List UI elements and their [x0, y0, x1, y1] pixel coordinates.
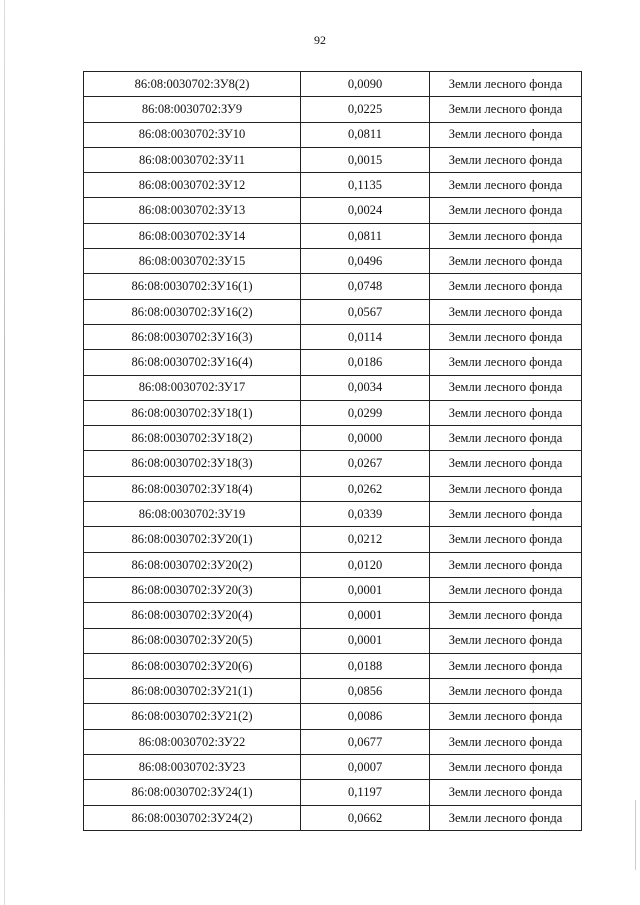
cadastral-number-cell: 86:08:0030702:ЗУ13	[84, 198, 301, 223]
land-category-cell: Земли лесного фонда	[430, 628, 582, 653]
land-category-cell: Земли лесного фонда	[430, 249, 582, 274]
table-row	[84, 780, 582, 805]
cadastral-number-cell: 86:08:0030702:ЗУ24(2)	[84, 805, 301, 830]
table-row	[84, 603, 582, 628]
page-number: 92	[314, 33, 326, 47]
table-row	[84, 72, 582, 97]
cadastral-number-cell: 86:08:0030702:ЗУ16(4)	[84, 350, 301, 375]
cadastral-number-cell: 86:08:0030702:ЗУ20(1)	[84, 527, 301, 552]
cadastral-number-cell: 86:08:0030702:ЗУ16(1)	[84, 274, 301, 299]
land-category-cell: Земли лесного фонда	[430, 704, 582, 729]
area-cell: 0,0000	[301, 426, 430, 451]
table-row	[84, 704, 582, 729]
cadastral-number-cell: 86:08:0030702:ЗУ17	[84, 375, 301, 400]
land-category-cell: Земли лесного фонда	[430, 350, 582, 375]
table-row	[84, 350, 582, 375]
table-row	[84, 451, 582, 476]
table-row	[84, 324, 582, 349]
area-cell: 0,0225	[301, 97, 430, 122]
scan-edge-left	[4, 0, 5, 905]
area-cell: 0,0267	[301, 451, 430, 476]
cadastral-number-cell: 86:08:0030702:ЗУ20(6)	[84, 653, 301, 678]
cadastral-number-cell: 86:08:0030702:ЗУ18(3)	[84, 451, 301, 476]
land-category-cell: Земли лесного фонда	[430, 147, 582, 172]
table-row	[84, 653, 582, 678]
area-cell: 0,0001	[301, 603, 430, 628]
land-category-cell: Земли лесного фонда	[430, 805, 582, 830]
area-cell: 0,0086	[301, 704, 430, 729]
land-category-cell: Земли лесного фонда	[430, 552, 582, 577]
cadastral-number-cell: 86:08:0030702:ЗУ20(4)	[84, 603, 301, 628]
area-cell: 0,0188	[301, 653, 430, 678]
area-cell: 0,0677	[301, 729, 430, 754]
cadastral-number-cell: 86:08:0030702:ЗУ22	[84, 729, 301, 754]
cadastral-number-cell: 86:08:0030702:ЗУ23	[84, 755, 301, 780]
area-cell: 0,0001	[301, 628, 430, 653]
land-category-cell: Земли лесного фонда	[430, 198, 582, 223]
table-row	[84, 426, 582, 451]
land-category-cell: Земли лесного фонда	[430, 653, 582, 678]
table-row	[84, 299, 582, 324]
area-cell: 0,0024	[301, 198, 430, 223]
area-cell: 0,0299	[301, 400, 430, 425]
area-cell: 0,1197	[301, 780, 430, 805]
land-category-cell: Земли лесного фонда	[430, 577, 582, 602]
cadastral-number-cell: 86:08:0030702:ЗУ19	[84, 502, 301, 527]
table-row	[84, 502, 582, 527]
cadastral-number-cell: 86:08:0030702:ЗУ16(2)	[84, 299, 301, 324]
land-category-cell: Земли лесного фонда	[430, 679, 582, 704]
area-cell: 0,0567	[301, 299, 430, 324]
table-row	[84, 122, 582, 147]
cadastral-number-cell: 86:08:0030702:ЗУ18(1)	[84, 400, 301, 425]
cadastral-number-cell: 86:08:0030702:ЗУ8(2)	[84, 72, 301, 97]
land-category-cell: Земли лесного фонда	[430, 451, 582, 476]
cadastral-number-cell: 86:08:0030702:ЗУ18(2)	[84, 426, 301, 451]
land-category-cell: Земли лесного фонда	[430, 400, 582, 425]
land-category-cell: Земли лесного фонда	[430, 173, 582, 198]
scan-edge-right	[635, 800, 636, 870]
table-row	[84, 476, 582, 501]
cadastral-number-cell: 86:08:0030702:ЗУ24(1)	[84, 780, 301, 805]
table-row	[84, 223, 582, 248]
land-category-cell: Земли лесного фонда	[430, 476, 582, 501]
land-category-cell: Земли лесного фонда	[430, 426, 582, 451]
area-cell: 0,0811	[301, 122, 430, 147]
table-row	[84, 198, 582, 223]
table-row	[84, 97, 582, 122]
cadastral-number-cell: 86:08:0030702:ЗУ16(3)	[84, 324, 301, 349]
land-category-cell: Земли лесного фонда	[430, 274, 582, 299]
area-cell: 0,0212	[301, 527, 430, 552]
cadastral-number-cell: 86:08:0030702:ЗУ10	[84, 122, 301, 147]
area-cell: 0,0007	[301, 755, 430, 780]
table-row	[84, 755, 582, 780]
table-row	[84, 628, 582, 653]
table-row	[84, 375, 582, 400]
cadastral-number-cell: 86:08:0030702:ЗУ21(2)	[84, 704, 301, 729]
land-category-cell: Земли лесного фонда	[430, 223, 582, 248]
cadastral-number-cell: 86:08:0030702:ЗУ20(2)	[84, 552, 301, 577]
cadastral-number-cell: 86:08:0030702:ЗУ14	[84, 223, 301, 248]
area-cell: 0,0034	[301, 375, 430, 400]
land-category-cell: Земли лесного фонда	[430, 299, 582, 324]
land-category-cell: Земли лесного фонда	[430, 755, 582, 780]
area-cell: 0,0339	[301, 502, 430, 527]
table-row	[84, 729, 582, 754]
land-category-cell: Земли лесного фонда	[430, 97, 582, 122]
table-row	[84, 249, 582, 274]
table-row	[84, 805, 582, 830]
land-category-cell: Земли лесного фонда	[430, 502, 582, 527]
area-cell: 0,0856	[301, 679, 430, 704]
area-cell: 0,0662	[301, 805, 430, 830]
land-category-cell: Земли лесного фонда	[430, 527, 582, 552]
land-category-cell: Земли лесного фонда	[430, 780, 582, 805]
area-cell: 0,0015	[301, 147, 430, 172]
cadastral-number-cell: 86:08:0030702:ЗУ11	[84, 147, 301, 172]
cadastral-number-cell: 86:08:0030702:ЗУ21(1)	[84, 679, 301, 704]
area-cell: 0,0262	[301, 476, 430, 501]
land-category-cell: Земли лесного фонда	[430, 375, 582, 400]
cadastral-number-cell: 86:08:0030702:ЗУ18(4)	[84, 476, 301, 501]
area-cell: 0,0120	[301, 552, 430, 577]
land-category-cell: Земли лесного фонда	[430, 122, 582, 147]
area-cell: 0,0748	[301, 274, 430, 299]
area-cell: 0,1135	[301, 173, 430, 198]
cadastral-number-cell: 86:08:0030702:ЗУ12	[84, 173, 301, 198]
table-row	[84, 577, 582, 602]
table-row	[84, 400, 582, 425]
table-row	[84, 274, 582, 299]
table-row	[84, 173, 582, 198]
table-row	[84, 527, 582, 552]
land-category-cell: Земли лесного фонда	[430, 324, 582, 349]
area-cell: 0,0811	[301, 223, 430, 248]
area-cell: 0,0114	[301, 324, 430, 349]
land-plots-table	[83, 71, 582, 831]
cadastral-number-cell: 86:08:0030702:ЗУ20(5)	[84, 628, 301, 653]
table-row	[84, 679, 582, 704]
land-category-cell: Земли лесного фонда	[430, 603, 582, 628]
land-category-cell: Земли лесного фонда	[430, 729, 582, 754]
cadastral-number-cell: 86:08:0030702:ЗУ9	[84, 97, 301, 122]
table-row	[84, 147, 582, 172]
cadastral-number-cell: 86:08:0030702:ЗУ15	[84, 249, 301, 274]
cadastral-number-cell: 86:08:0030702:ЗУ20(3)	[84, 577, 301, 602]
land-category-cell: Земли лесного фонда	[430, 72, 582, 97]
table-body	[84, 72, 582, 831]
area-cell: 0,0090	[301, 72, 430, 97]
area-cell: 0,0496	[301, 249, 430, 274]
table-row	[84, 552, 582, 577]
area-cell: 0,0001	[301, 577, 430, 602]
area-cell: 0,0186	[301, 350, 430, 375]
